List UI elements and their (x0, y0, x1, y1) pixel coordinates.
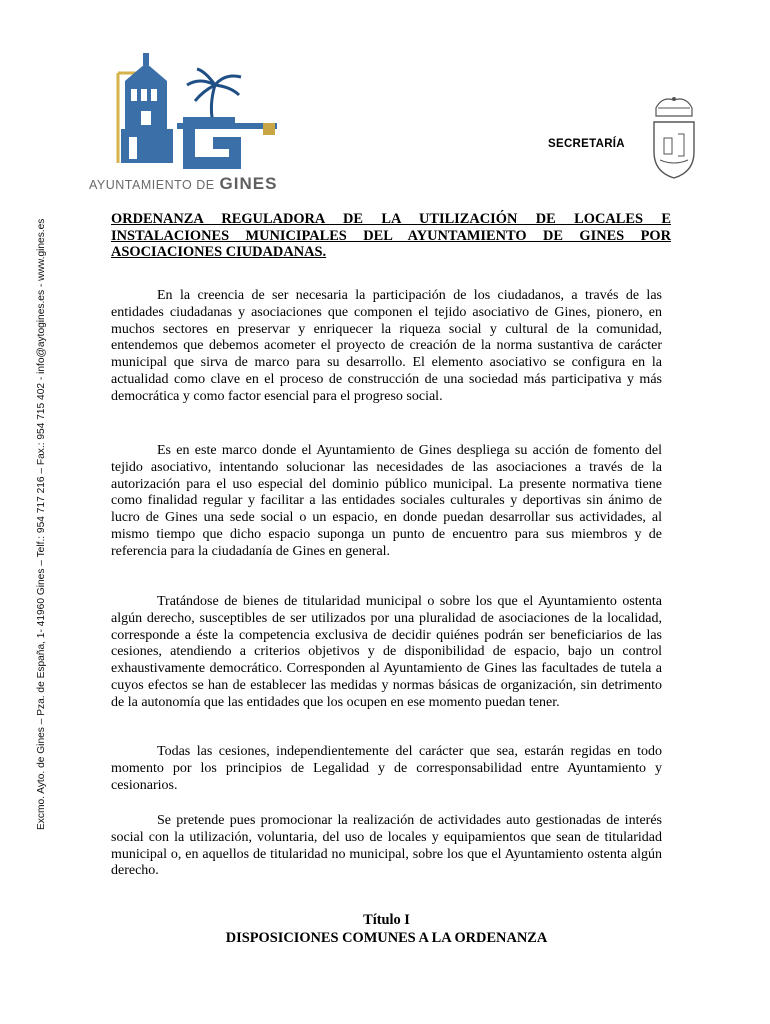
coat-of-arms-icon (648, 94, 700, 180)
logo-caption-prefix: AYUNTAMIENTO DE (89, 178, 215, 192)
document-title: ORDENANZA REGULADORA DE LA UTILIZACIÓN DE LOCALES E INSTALACIONES MUNICIPALES DEL AYUNTAMIENTO DE GINES POR ASOCIACIONES CIUDADANAS. (111, 211, 671, 260)
ayuntamiento-logo (85, 45, 285, 195)
logo-caption (89, 174, 277, 194)
paragraph-4: Todas las cesiones, independientemente del carácter que sea, estarán regidas en todo momento por los principios de Legalidad y de corresponsabilidad entre Ayuntamiento y cesionarios. (111, 744, 662, 793)
section-number: Título I (363, 912, 410, 928)
paragraph-2: Es en este marco donde el Ayuntamiento de Gines despliega su acción de fomento del tejido asociativo, intentando solucionar las necesidades de las asociaciones a través de la autorización para el uso especial del dominio público municipal. La presente normativa tiene como finalidad regular y facilitar a las entidades sociales culturales y deportivas sin ánimo de lucro de Gines una sede social o un espacio, en donde puedan desarrollar sus actividades, al mismo tiempo que dicho espacio suponga un punto de encuentro para sus miembros y de referencia para la ciudadanía de Gines en general. (111, 443, 662, 559)
logo-caption-name: GINES (219, 174, 278, 193)
paragraph-5: Se pretende pues promocionar la realización de actividades auto gestionadas de interés social con la utilización, voluntaria, del uso de locales y equipamientos que sean de titularidad municipal o, en aquellos de titularidad no municipal, sobre los que el Ayuntamiento ostenta algún derecho. (111, 813, 662, 879)
vertical-contact-info: Excmo. Ayto. de Gines – Pza. de España, 1- 41960 Gines – Telf.: 954 717 216 – Fax.: 954 715 402 - info@aytogines.es - www.gines.es (36, 218, 47, 830)
paragraph-1: En la creencia de ser necesaria la participación de los ciudadanos, a través de las entidades ciudadanas y asociaciones que componen el tejido asociativo de Gines, pionero, en muchos sectores en preservar y enriquecer la riqueza social y cultural de la comunidad, entendemos que debemos acometer el proyecto de creación de la norma sustantiva de carácter municipal que sirva de marco para su desarrollo. El elemento asociativo se configura en la actualidad como clave en el proceso de construcción de una sociedad más participativa y más democrática y como factor esencial para el progreso social. (111, 288, 662, 404)
section-title: DISPOSICIONES COMUNES A LA ORDENANZA (225, 930, 548, 946)
department-label: SECRETARÍA (548, 138, 625, 150)
paragraph-3: Tratándose de bienes de titularidad municipal o sobre los que el Ayuntamiento ostenta algún derecho, susceptibles de ser utilizados por una pluralidad de asociaciones de la localidad, corresponde a éste la competencia exclusiva de decidir quiénes podrán ser beneficiarios de las cesiones, atendiendo a criterios objetivos y de disponibilidad de espacio, bajo un control exhaustivamente democrático. Corresponden al Ayuntamiento de Gines las facultades de tutela a cuyos efectos se han de establecer las medidas y normas básicas de organización, sin detrimento de la autonomía que las entidades que los ocupen en ese momento puedan tener. (111, 594, 662, 710)
